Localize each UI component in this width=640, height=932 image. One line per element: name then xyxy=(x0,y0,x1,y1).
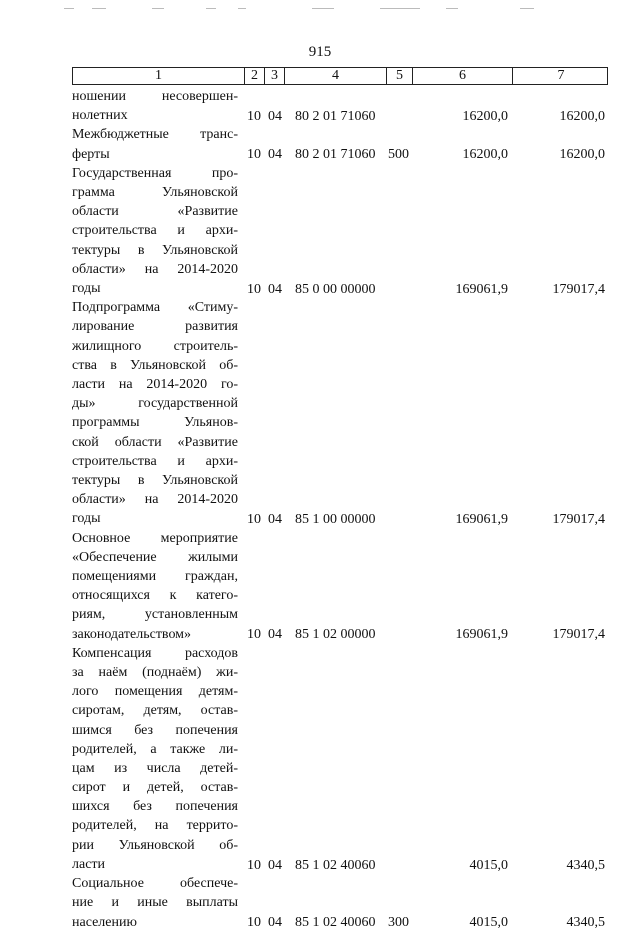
cell-amount-year1: 169061,9 xyxy=(455,281,508,297)
row-description xyxy=(72,125,238,163)
header-col-7: 7 xyxy=(557,68,565,83)
cell-target-article: 80 2 01 71060 xyxy=(295,108,376,124)
cell-subsection: 04 xyxy=(268,511,282,527)
description-line: Социальное обеспече- xyxy=(72,876,238,892)
row-description xyxy=(72,87,238,125)
cell-amount-year2: 4340,5 xyxy=(566,857,605,873)
cell-amount-year1: 4015,0 xyxy=(469,915,508,931)
cell-amount-year1: 169061,9 xyxy=(455,511,508,527)
description-line: шимся без попечения xyxy=(72,722,238,738)
description-line: ласти xyxy=(72,856,106,872)
description-line: ние и иные выплаты xyxy=(72,895,238,911)
description-line: грамма Ульяновской xyxy=(72,184,238,200)
description-line: за наём (поднаём) жи- xyxy=(72,664,238,680)
cell-section: 10 xyxy=(247,857,261,873)
description-line: годы xyxy=(72,280,101,296)
cell-target-article: 85 1 02 00000 xyxy=(295,627,376,643)
description-line: Подпрограмма «Стиму- xyxy=(72,300,238,316)
description-line: риям, установленным xyxy=(72,607,238,623)
description-line: нолетних xyxy=(72,108,128,124)
description-line: «Обеспечение жилыми xyxy=(72,549,238,565)
cell-amount-year1: 16200,0 xyxy=(462,108,508,124)
cell-subsection: 04 xyxy=(268,147,282,163)
description-line: сирот и детей, остав- xyxy=(72,780,238,796)
row-description xyxy=(72,164,238,298)
description-line: Компенсация расходов xyxy=(72,645,238,661)
cell-section: 10 xyxy=(247,147,261,163)
description-line: родителей, а также ли- xyxy=(72,741,238,757)
description-line: области» на 2014-2020 xyxy=(72,492,238,508)
cell-subsection: 04 xyxy=(268,915,282,931)
cell-section: 10 xyxy=(247,915,261,931)
description-line: тектуры в Ульяновской xyxy=(72,242,238,258)
cell-section: 10 xyxy=(247,627,261,643)
description-line: Государственная про- xyxy=(72,165,238,181)
description-line: годы xyxy=(72,511,101,527)
description-line: сиротам, детям, остав- xyxy=(72,703,238,719)
cell-amount-year2: 179017,4 xyxy=(552,281,605,297)
cell-section: 10 xyxy=(247,511,261,527)
description-line: области «Развитие xyxy=(72,204,238,220)
cell-amount-year1: 16200,0 xyxy=(462,147,508,163)
description-line: ды» государственной xyxy=(72,396,238,412)
row-description xyxy=(72,298,238,528)
description-line: цам из числа детей- xyxy=(72,760,238,776)
cell-amount-year2: 179017,4 xyxy=(552,511,605,527)
header-col-1: 1 xyxy=(73,68,245,84)
description-line: Межбюджетные транс- xyxy=(72,127,238,143)
description-line: населению xyxy=(72,914,137,930)
cell-subsection: 04 xyxy=(268,281,282,297)
cell-section: 10 xyxy=(247,108,261,124)
cell-subsection: 04 xyxy=(268,627,282,643)
description-line: ской области «Развитие xyxy=(72,434,238,450)
description-line: лого помещения детям- xyxy=(72,684,238,700)
cell-target-article: 85 0 00 00000 xyxy=(295,281,376,297)
header-col-2: 2 xyxy=(245,68,265,84)
table-header-row xyxy=(72,67,608,85)
cell-amount-year2: 16200,0 xyxy=(559,108,605,124)
cell-amount-year2: 16200,0 xyxy=(559,147,605,163)
row-description xyxy=(72,529,238,644)
description-line: тектуры в Ульяновской xyxy=(72,472,238,488)
cell-target-article: 85 1 02 40060 xyxy=(295,915,376,931)
cell-subsection: 04 xyxy=(268,108,282,124)
description-line: относящихся к катего- xyxy=(72,588,238,604)
header-col-6: 6 xyxy=(413,68,513,84)
row-description xyxy=(72,644,238,874)
description-line: Основное мероприятие xyxy=(72,530,238,546)
description-line: ласти на 2014-2020 го- xyxy=(72,376,238,392)
cell-subsection: 04 xyxy=(268,857,282,873)
row-description xyxy=(72,874,238,932)
description-line: шихся без попечения xyxy=(72,799,238,815)
description-line: ношении несовершен- xyxy=(72,89,238,104)
scan-artifacts xyxy=(0,8,640,12)
description-line: программы Ульянов- xyxy=(72,415,238,431)
description-line: лирование развития xyxy=(72,319,238,335)
description-line: законодательством» xyxy=(72,626,192,642)
header-col-4: 4 xyxy=(285,68,387,84)
description-line: помещениями граждан, xyxy=(72,568,238,584)
description-line: родителей, на террито- xyxy=(72,818,238,834)
description-line: ферты xyxy=(72,146,110,162)
cell-amount-year1: 4015,0 xyxy=(469,857,508,873)
header-col-5: 5 xyxy=(387,68,413,84)
header-col-3: 3 xyxy=(265,68,285,84)
description-line: строительства и архи- xyxy=(72,453,238,469)
page-number: 915 xyxy=(308,44,332,60)
cell-expense-type: 300 xyxy=(388,915,409,931)
description-line: жилищного строитель- xyxy=(72,338,238,354)
cell-section: 10 xyxy=(247,281,261,297)
cell-amount-year2: 179017,4 xyxy=(552,627,605,643)
cell-target-article: 85 1 00 00000 xyxy=(295,511,376,527)
cell-amount-year1: 169061,9 xyxy=(455,627,508,643)
cell-target-article: 80 2 01 71060 xyxy=(295,147,376,163)
cell-amount-year2: 4340,5 xyxy=(566,915,605,931)
description-line: рии Ульяновской об- xyxy=(72,837,238,853)
description-line: ства в Ульяновской об- xyxy=(72,357,238,373)
description-line: строительства и архи- xyxy=(72,223,238,239)
cell-expense-type: 500 xyxy=(388,147,409,163)
description-line: области» на 2014-2020 xyxy=(72,261,238,277)
cell-target-article: 85 1 02 40060 xyxy=(295,857,376,873)
